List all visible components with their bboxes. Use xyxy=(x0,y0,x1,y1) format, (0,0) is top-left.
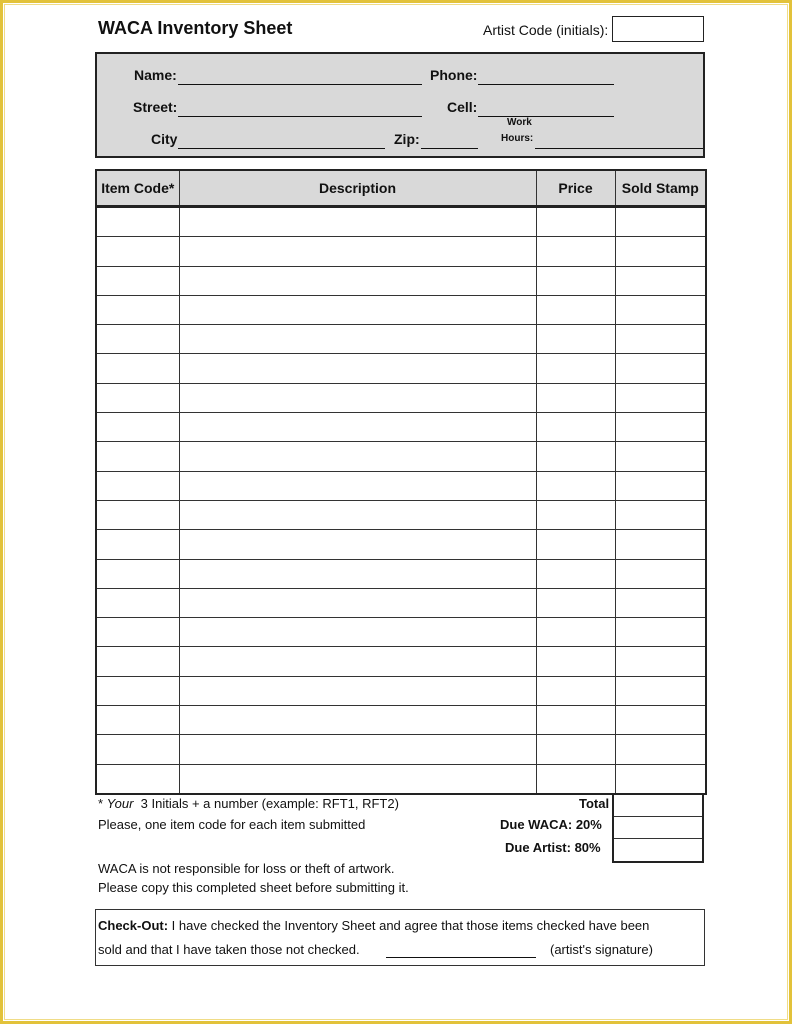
column-header-description: Description xyxy=(179,170,536,207)
street-field[interactable] xyxy=(178,116,422,117)
description-cell[interactable] xyxy=(179,706,536,735)
copy-note: Please copy this completed sheet before submitting it. xyxy=(98,880,409,895)
sold-stamp-cell[interactable] xyxy=(615,647,706,676)
item-code-cell[interactable] xyxy=(96,530,179,559)
table-row xyxy=(96,354,706,383)
sold-stamp-cell[interactable] xyxy=(615,442,706,471)
price-cell[interactable] xyxy=(536,676,615,705)
item-code-cell[interactable] xyxy=(96,471,179,500)
description-cell[interactable] xyxy=(179,295,536,324)
sold-stamp-cell[interactable] xyxy=(615,383,706,412)
item-code-cell[interactable] xyxy=(96,325,179,354)
street-label: Street: xyxy=(133,99,178,115)
due-waca-field[interactable] xyxy=(614,817,702,839)
table-row xyxy=(96,706,706,735)
table-row xyxy=(96,442,706,471)
description-cell[interactable] xyxy=(179,676,536,705)
item-code-cell[interactable] xyxy=(96,559,179,588)
price-cell[interactable] xyxy=(536,647,615,676)
table-row xyxy=(96,530,706,559)
name-label: Name: xyxy=(134,67,177,83)
item-code-cell[interactable] xyxy=(96,413,179,442)
table-row xyxy=(96,735,706,764)
due-waca-label: Due WACA: 20% xyxy=(500,817,602,832)
column-header-sold-stamp: Sold Stamp xyxy=(615,170,706,207)
description-cell[interactable] xyxy=(179,530,536,559)
description-cell[interactable] xyxy=(179,325,536,354)
price-cell[interactable] xyxy=(536,735,615,764)
description-cell[interactable] xyxy=(179,559,536,588)
description-cell[interactable] xyxy=(179,647,536,676)
table-row xyxy=(96,266,706,295)
description-cell[interactable] xyxy=(179,237,536,266)
sold-stamp-cell[interactable] xyxy=(615,735,706,764)
sold-stamp-cell[interactable] xyxy=(615,413,706,442)
description-cell[interactable] xyxy=(179,266,536,295)
description-cell[interactable] xyxy=(179,471,536,500)
sold-stamp-cell[interactable] xyxy=(615,530,706,559)
table-row xyxy=(96,588,706,617)
sold-stamp-cell[interactable] xyxy=(615,207,706,237)
price-cell[interactable] xyxy=(536,559,615,588)
description-cell[interactable] xyxy=(179,735,536,764)
table-row xyxy=(96,500,706,529)
total-label: Total xyxy=(579,796,610,811)
table-header-row xyxy=(96,170,706,207)
signature-label: (artist's signature) xyxy=(550,942,653,957)
description-cell[interactable] xyxy=(179,354,536,383)
price-cell[interactable] xyxy=(536,266,615,295)
artist-code-field[interactable] xyxy=(612,16,704,42)
city-field[interactable] xyxy=(178,148,385,149)
price-cell[interactable] xyxy=(536,706,615,735)
price-cell[interactable] xyxy=(536,325,615,354)
description-cell[interactable] xyxy=(179,618,536,647)
phone-field[interactable] xyxy=(478,84,614,85)
cell-field[interactable] xyxy=(478,116,614,117)
checkout-label: Check-Out: xyxy=(98,918,169,933)
price-cell[interactable] xyxy=(536,354,615,383)
item-code-cell[interactable] xyxy=(96,706,179,735)
table-row xyxy=(96,413,706,442)
price-cell[interactable] xyxy=(536,530,615,559)
artist-code-label: Artist Code (initials): xyxy=(483,22,609,38)
item-code-cell[interactable] xyxy=(96,764,179,794)
checkout-text-line2: sold and that I have taken those not checked. xyxy=(98,942,360,957)
description-cell[interactable] xyxy=(179,588,536,617)
note-format: 3 Initials + a number (example: RFT1, RFT2) xyxy=(133,796,399,811)
item-code-cell[interactable] xyxy=(96,383,179,412)
description-cell[interactable] xyxy=(179,207,536,237)
sold-stamp-cell[interactable] xyxy=(615,266,706,295)
sold-stamp-cell[interactable] xyxy=(615,471,706,500)
item-code-cell[interactable] xyxy=(96,588,179,617)
work-hours-label-top: Work xyxy=(507,117,532,128)
totals-box xyxy=(612,793,704,863)
sold-stamp-cell[interactable] xyxy=(615,618,706,647)
price-cell[interactable] xyxy=(536,383,615,412)
table-row xyxy=(96,325,706,354)
description-cell[interactable] xyxy=(179,764,536,794)
city-label: City xyxy=(151,131,178,147)
column-header-item-code: Item Code* xyxy=(96,170,179,207)
table-row xyxy=(96,764,706,794)
price-cell[interactable] xyxy=(536,588,615,617)
sold-stamp-cell[interactable] xyxy=(615,588,706,617)
note-asterisk: * xyxy=(98,796,107,811)
name-field[interactable] xyxy=(178,84,422,85)
liability-note: WACA is not responsible for loss or theft of artwork. xyxy=(98,861,395,876)
zip-field[interactable] xyxy=(421,148,478,149)
item-code-cell[interactable] xyxy=(96,500,179,529)
description-cell[interactable] xyxy=(179,500,536,529)
sold-stamp-cell[interactable] xyxy=(615,325,706,354)
work-hours-field[interactable] xyxy=(535,148,703,149)
table-row xyxy=(96,647,706,676)
item-code-cell[interactable] xyxy=(96,735,179,764)
table-row xyxy=(96,383,706,412)
item-code-note xyxy=(98,796,399,811)
checkout-agreement-text: I have checked the Inventory Sheet and agree that those items checked have been xyxy=(168,918,650,933)
item-code-cell[interactable] xyxy=(96,442,179,471)
item-code-cell[interactable] xyxy=(96,295,179,324)
checkout-text-line1 xyxy=(98,918,649,933)
sold-stamp-cell[interactable] xyxy=(615,354,706,383)
description-cell[interactable] xyxy=(179,442,536,471)
sold-stamp-cell[interactable] xyxy=(615,559,706,588)
inventory-table-wrapper xyxy=(95,169,705,795)
due-artist-label: Due Artist: 80% xyxy=(505,840,601,855)
table-row xyxy=(96,207,706,237)
phone-label: Phone: xyxy=(430,67,478,83)
item-code-cell[interactable] xyxy=(96,354,179,383)
cell-label: Cell: xyxy=(447,99,478,115)
price-cell[interactable] xyxy=(536,618,615,647)
price-cell[interactable] xyxy=(536,500,615,529)
table-row xyxy=(96,676,706,705)
description-cell[interactable] xyxy=(179,383,536,412)
item-code-cell[interactable] xyxy=(96,618,179,647)
item-code-cell[interactable] xyxy=(96,237,179,266)
signature-field[interactable] xyxy=(386,957,536,958)
zip-label: Zip: xyxy=(394,131,420,147)
price-cell[interactable] xyxy=(536,764,615,794)
total-field[interactable] xyxy=(614,795,702,817)
price-cell[interactable] xyxy=(536,413,615,442)
sold-stamp-cell[interactable] xyxy=(615,764,706,794)
price-cell[interactable] xyxy=(536,442,615,471)
price-cell[interactable] xyxy=(536,295,615,324)
table-row xyxy=(96,618,706,647)
table-row xyxy=(96,237,706,266)
column-header-price: Price xyxy=(536,170,615,207)
item-code-cell[interactable] xyxy=(96,647,179,676)
sold-stamp-cell[interactable] xyxy=(615,237,706,266)
item-code-cell[interactable] xyxy=(96,207,179,237)
table-row xyxy=(96,471,706,500)
work-hours-label-bottom: Hours: xyxy=(501,133,534,144)
sold-stamp-cell[interactable] xyxy=(615,295,706,324)
price-cell[interactable] xyxy=(536,471,615,500)
page-title: WACA Inventory Sheet xyxy=(98,18,293,38)
item-code-cell[interactable] xyxy=(96,676,179,705)
description-cell[interactable] xyxy=(179,413,536,442)
table-row xyxy=(96,295,706,324)
note-your: Your xyxy=(106,796,134,811)
due-artist-field[interactable] xyxy=(614,839,702,861)
sold-stamp-cell[interactable] xyxy=(615,676,706,705)
table-row xyxy=(96,559,706,588)
price-cell[interactable] xyxy=(536,237,615,266)
sold-stamp-cell[interactable] xyxy=(615,500,706,529)
one-code-note: Please, one item code for each item submitted xyxy=(98,817,366,832)
price-cell[interactable] xyxy=(536,207,615,237)
item-code-cell[interactable] xyxy=(96,266,179,295)
sold-stamp-cell[interactable] xyxy=(615,706,706,735)
inventory-table xyxy=(95,169,707,795)
